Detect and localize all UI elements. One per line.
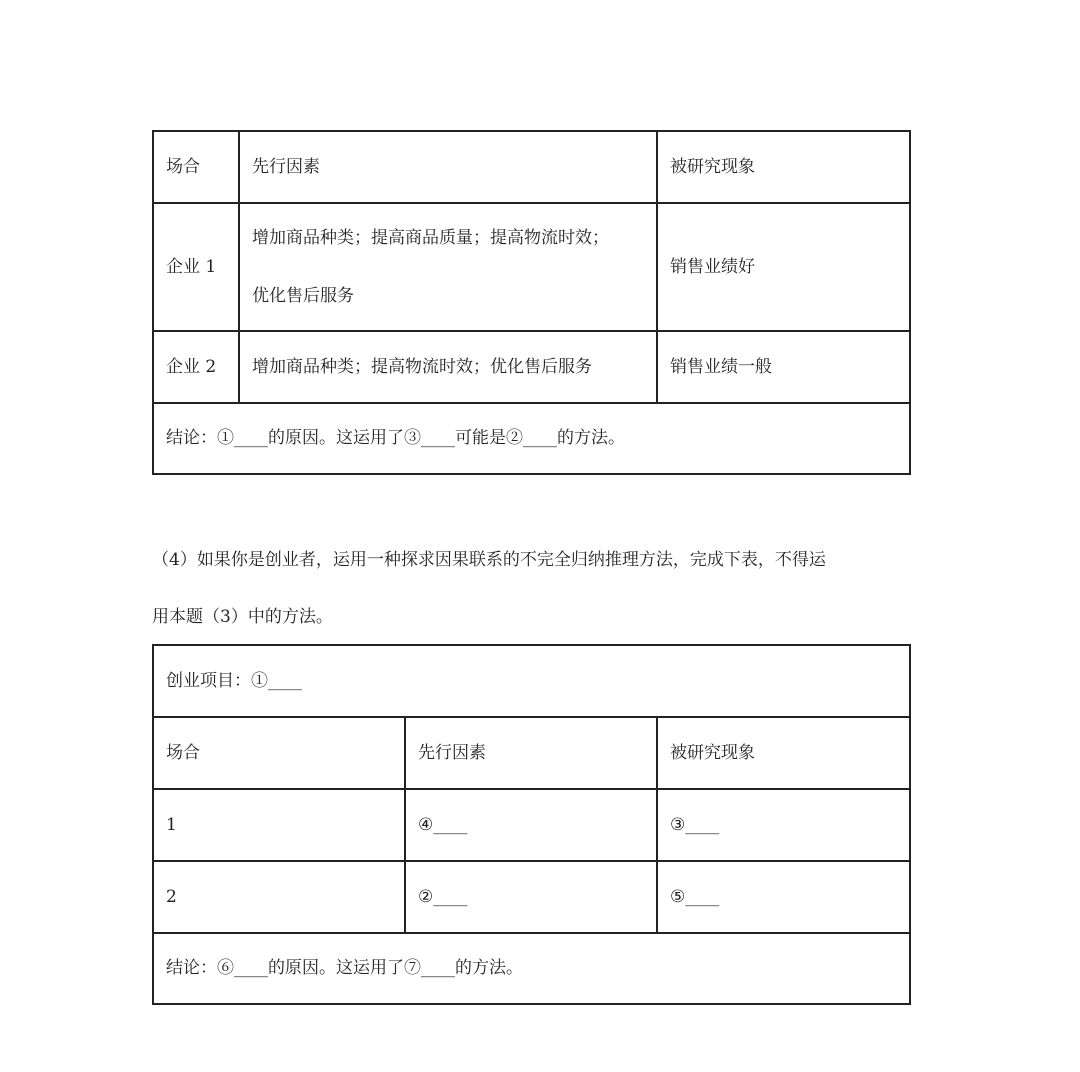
factor-line: 增加商品种类；提高商品质量；提高物流时效； [252,228,609,248]
row-prior-factor [239,203,657,331]
table-row [153,203,910,331]
project-row [153,645,910,717]
comparison-table [152,130,911,475]
table-row [153,331,910,403]
conclusion-text: 结论：⑥____的原因。这运用了⑦____的方法。 [153,933,910,1004]
row-occasion: 企业 2 [153,331,239,403]
row-prior-factor: ④____ [405,789,657,861]
question-text: 用本题（3）中的方法。 [152,607,333,627]
header-occasion: 场合 [153,717,405,789]
row-phenomenon: ⑤____ [657,861,910,933]
conclusion-text: 结论：①____的原因。这运用了③____可能是②____的方法。 [153,403,910,474]
table-row [153,789,910,861]
table-header-row [153,131,910,203]
header-prior-factor: 先行因素 [239,131,657,203]
project-label: 创业项目：①____ [153,645,910,717]
header-phenomenon: 被研究现象 [657,717,910,789]
row-phenomenon: 销售业绩好 [657,203,910,331]
header-prior-factor: 先行因素 [405,717,657,789]
table-row [153,861,910,933]
conclusion-row [153,403,910,474]
factor-line: 优化售后服务 [252,286,354,306]
header-occasion: 场合 [153,131,239,203]
question-text: （4）如果你是创业者，运用一种探求因果联系的不完全归纳推理方法，完成下表，不得运 [152,550,826,570]
header-phenomenon: 被研究现象 [657,131,910,203]
row-prior-factor: ②____ [405,861,657,933]
row-phenomenon: 销售业绩一般 [657,331,910,403]
row-occasion: 2 [153,861,405,933]
row-occasion: 1 [153,789,405,861]
table-header-row [153,717,910,789]
answer-table [152,644,911,1005]
row-prior-factor: 增加商品种类；提高物流时效；优化售后服务 [239,331,657,403]
row-phenomenon: ③____ [657,789,910,861]
conclusion-row [153,933,910,1004]
row-occasion: 企业 1 [153,203,239,331]
